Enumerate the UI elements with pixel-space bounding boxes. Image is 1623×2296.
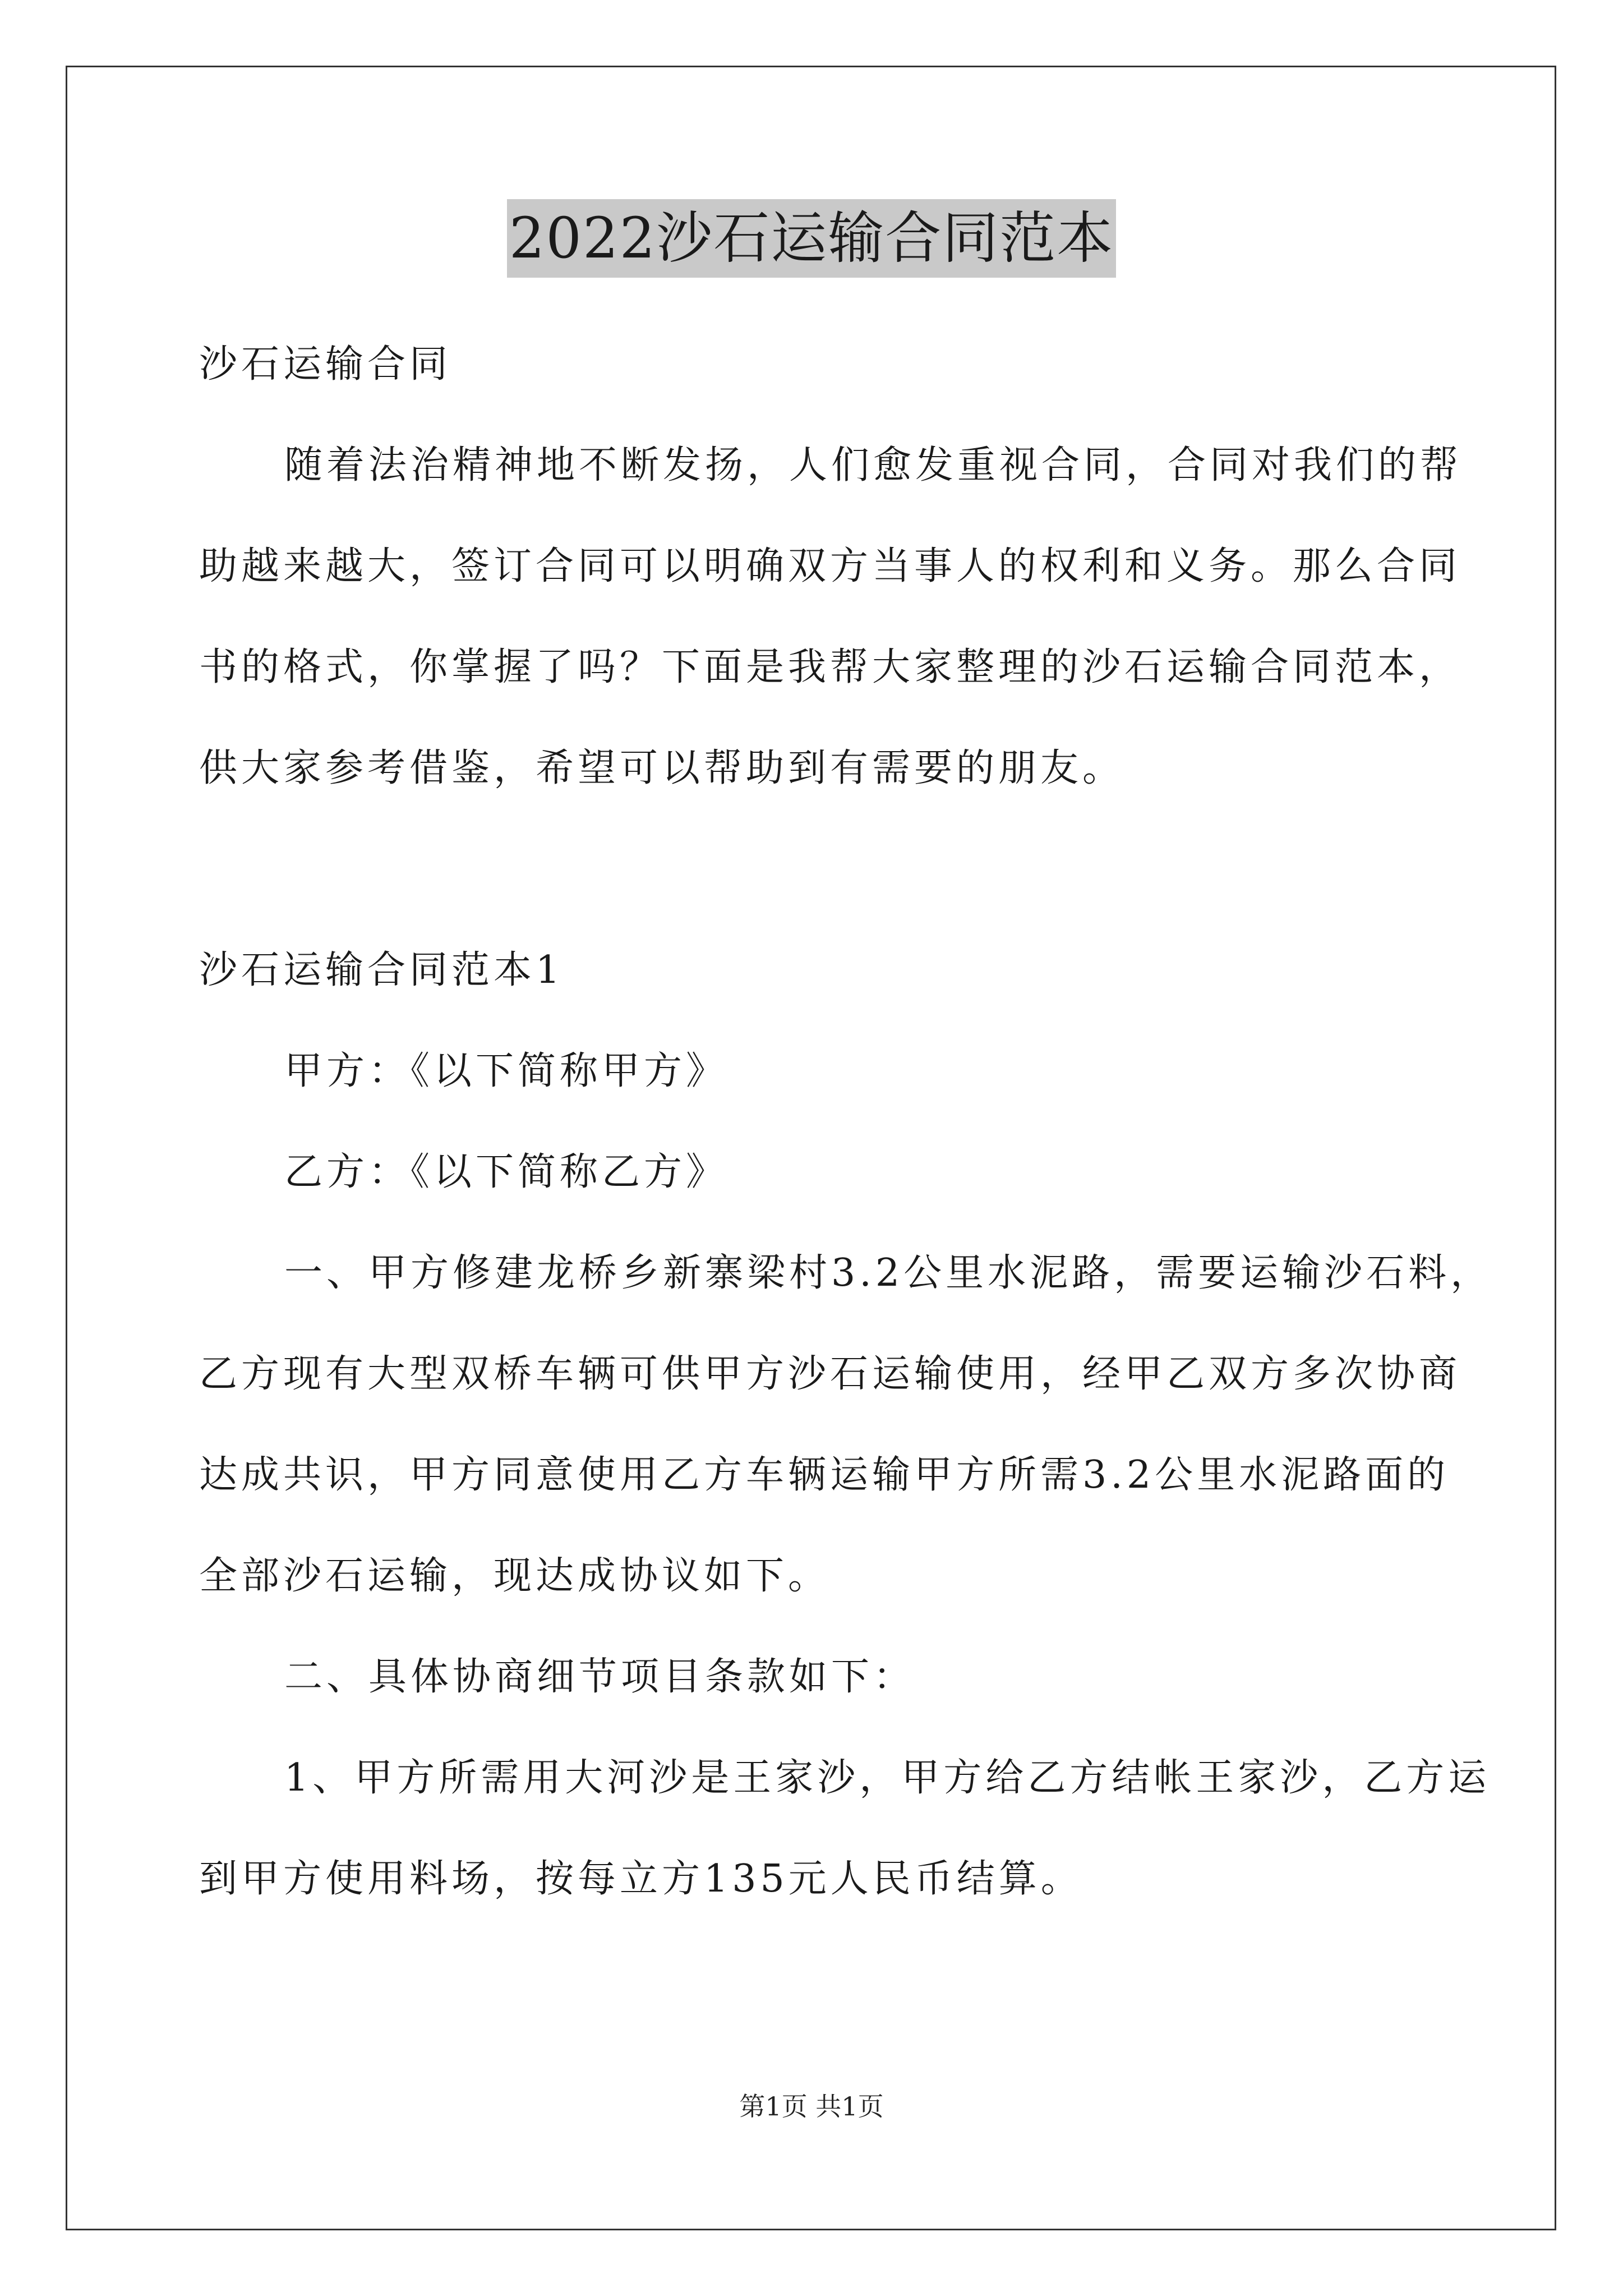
title-container xyxy=(0,199,1623,278)
document-title: 2022沙石运输合同范本 xyxy=(507,199,1117,278)
party-b-line: 乙方：《以下简称乙方》 xyxy=(284,1150,728,1194)
page-footer: 第1页 共1页 xyxy=(739,2091,884,2122)
paragraph-line: 助越来越大，签订合同可以明确双方当事人的权利和义务。那么合同 xyxy=(199,544,1461,588)
paragraph-line: 到甲方使用料场，按每立方135元人民币结算。 xyxy=(199,1857,1083,1901)
paragraph-line: 二、具体协商细节项目条款如下： xyxy=(284,1655,916,1699)
party-a-line: 甲方：《以下简称甲方》 xyxy=(284,1049,728,1093)
paragraph-line: 1、甲方所需用大河沙是王家沙，甲方给乙方结帐王家沙，乙方运 xyxy=(284,1756,1491,1800)
paragraph-line: 达成共识，甲方同意使用乙方车辆运输甲方所需3.2公里水泥路面的 xyxy=(199,1453,1450,1497)
paragraph-line: 乙方现有大型双桥车辆可供甲方沙石运输使用，经甲乙双方多次协商 xyxy=(199,1352,1461,1396)
paragraph-line: 供大家参考借鉴，希望可以帮助到有需要的朋友。 xyxy=(199,746,1125,790)
section-heading: 沙石运输合同范本1 xyxy=(199,948,564,992)
blank-line xyxy=(199,819,1438,920)
document-body xyxy=(199,314,1493,1930)
paragraph-line: 一、甲方修建龙桥乡新寨梁村3.2公里水泥路，需要运输沙石料， xyxy=(284,1251,1493,1295)
paragraph-line: 随着法治精神地不断发扬，人们愈发重视合同，合同对我们的帮 xyxy=(284,443,1463,487)
paragraph-line: 全部沙石运输，现达成协议如下。 xyxy=(199,1554,831,1598)
section-heading: 沙石运输合同 xyxy=(199,342,452,386)
paragraph-line: 书的格式，你掌握了吗？下面是我帮大家整理的沙石运输合同范本， xyxy=(199,645,1461,689)
